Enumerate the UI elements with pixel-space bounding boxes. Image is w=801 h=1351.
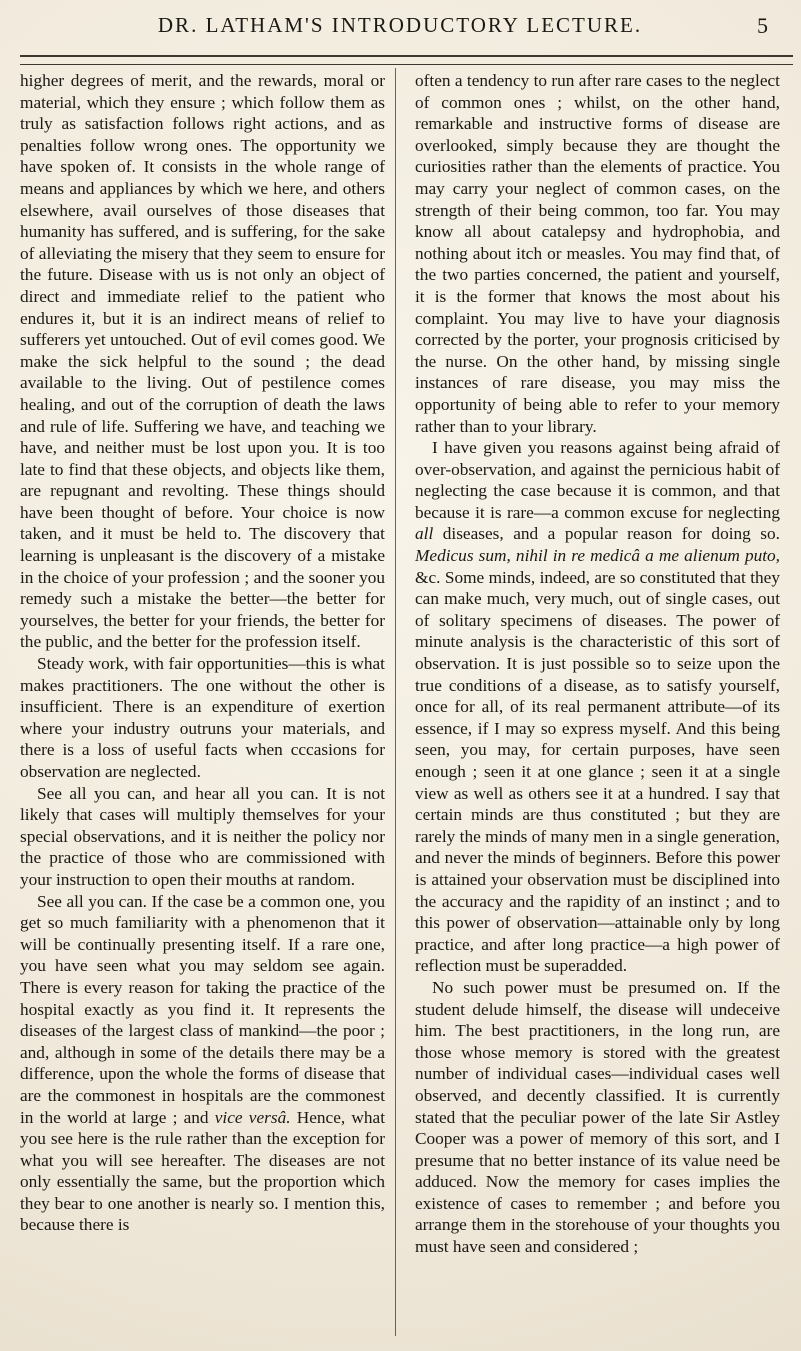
left-paragraph-4-text-b: Hence, what you see here is the rule rather than the exception for what you will see hereafter. The diseases are not only essentially the same, but the proportion which they bear to one another is nearly so. I mention this, because there is bbox=[20, 1107, 386, 1235]
left-paragraph-2: Steady work, with fair opportunities—this is what makes practitioners. The one without the other is insufficient. There is an expenditure of exertion where your industry outruns your materials, and there is a loss of useful facts when cccasions for observation are neglected. bbox=[20, 654, 385, 781]
left-paragraph-3: See all you can, and hear all you can. It is not likely that cases will multiply themselves for your special observations, and it is neither the policy nor the practice of those who are commissioned with your instruction to open their mouths at random. bbox=[20, 783, 385, 889]
vice-versa-italic: vice versâ. bbox=[214, 1107, 291, 1127]
right-paragraph-2-text-c: &c. Some minds, indeed, are so constituted that they can make much, very much, out of single cases, out of solitary specimens of diseases. The power of minute analysis is the characteristic of this sort of observation. It is just possible so to seize upon the true conditions of a disease, as to satisfy yourself, once for all, of its real permanent attribute—of its essence, if I may so express myself. And this being seen, you may, for certain purposes, have seen enough ; seen it at one glance ; seen it at a single view as well as others see it at a hundred. I say that certain minds are thus constituted ; but they are rarely the minds of many men in a single generation, and never the minds of beginners. Before this power is attained your observation must be disciplined into the accuracy and the rapidity of an instinct ; and to this power of observation—attainable only by long practice, and after long practice—a high power of reflection must be superadded. bbox=[415, 567, 780, 976]
page-header bbox=[20, 0, 780, 48]
right-paragraph-3: No such power must be presumed on. If the student delude himself, the disease will undeceive him. The best practitioners, in the long run, are those whose memory is stored with the greatest number of individual cases—individual cases well observed, and decently classified. It is currently stated that the peculiar power of the late Sir Astley Cooper was a power of memory of this sort, and I presume that no better instance of its value need be adduced. Now the memory for cases implies the existence of cases to remember ; and before you arrange them in the storehouse of your thoughts you must have seen and considered ; bbox=[415, 977, 780, 1257]
right-column bbox=[415, 70, 780, 1345]
right-paragraph-1: often a tendency to run after rare cases to the neglect of common ones ; whilst, on the other hand, remarkable and instructive forms of disease are overlooked, simply because they are thought the curiosities rather than the elements of practice. You may carry your neglect of common cases, on the strength of their being common, too far. You may know all about catalepsy and hydrophobia, and nothing about itch or measles. You may find that, of the two parties concerned, the patient and yourself, it is the former that knows the most about his complaint. You may live to have your diagnosis corrected by the porter, your prognosis criticised by the nurse. On the other hand, by missing single instances of rare disease, you may miss the opportunity of being able to refer to your memory rather than to your library. bbox=[415, 71, 780, 436]
text-columns bbox=[20, 70, 780, 1345]
italic-all: all bbox=[415, 524, 434, 544]
left-column bbox=[20, 70, 385, 1345]
left-paragraph-4 bbox=[20, 891, 385, 1237]
right-paragraph-2-text-a: I have given you reasons against being afraid of over-observation, and against the pernicious habit of neglecting the case because it is common, and that because it is rare—a common excuse for neglecting bbox=[415, 438, 780, 522]
latin-quotation: Medicus sum, nihil in re medicâ a me alienum puto, bbox=[415, 546, 780, 566]
page-number: 5 bbox=[757, 13, 768, 38]
right-paragraph-2 bbox=[415, 437, 780, 977]
left-paragraph-1: higher degrees of merit, and the rewards, moral or material, which they ensure ; which follow them as truly as satisfaction follows right actions, and as penalties follow wrong ones. The opportunity we have spoken of. It consists in the whole range of means and appliances by which we here, and others elsewhere, avail ourselves of those diseases that humanity has suffered, and is suffering, for the sake of alleviating the misery that they seem to ensure for the future. Disease with us is not only an object of direct and immediate relief to the patient who endures it, but it is an indirect means of relief to sufferers yet untouched. Out of evil comes good. We make the sick helpful to the sound ; the dead available to the living. Out of pestilence comes healing, and out of the corruption of death the laws and rule of life. Suffering we have, and teaching we have, and neither must be lost upon you. It is too late to find that these objects, and objects like them, are repugnant and revolting. These things should have been thought of before. Your choice is now taken, and it must be held to. The discovery that learning is unpleasant is the discovery of a mistake in the choice of your profession ; and the sooner you remedy such a mistake the better—the better for yourselves, the better for your friends, the better for the public, and the better for the profession itself. bbox=[20, 71, 385, 652]
left-paragraph-4-text-a: See all you can. If the case be a common one, you get so much familiarity with a phenomenon that it will be continually presenting itself. If a rare one, you have seen what you may seldom see again. There is every reason for taking the practice of the hospital exactly as you find it. It represents the diseases of the largest class of mankind—the poor ; and, although in some of the details there may be a difference, upon the whole the forms of disease that are the commonest in hospitals are the commonest in the world at large ; and bbox=[20, 891, 385, 1127]
header-rule bbox=[20, 55, 793, 65]
running-head: DR. LATHAM'S INTRODUCTORY LECTURE. bbox=[157, 13, 643, 37]
right-paragraph-2-text-b: diseases, and a popular reason for doing so. bbox=[433, 524, 780, 544]
